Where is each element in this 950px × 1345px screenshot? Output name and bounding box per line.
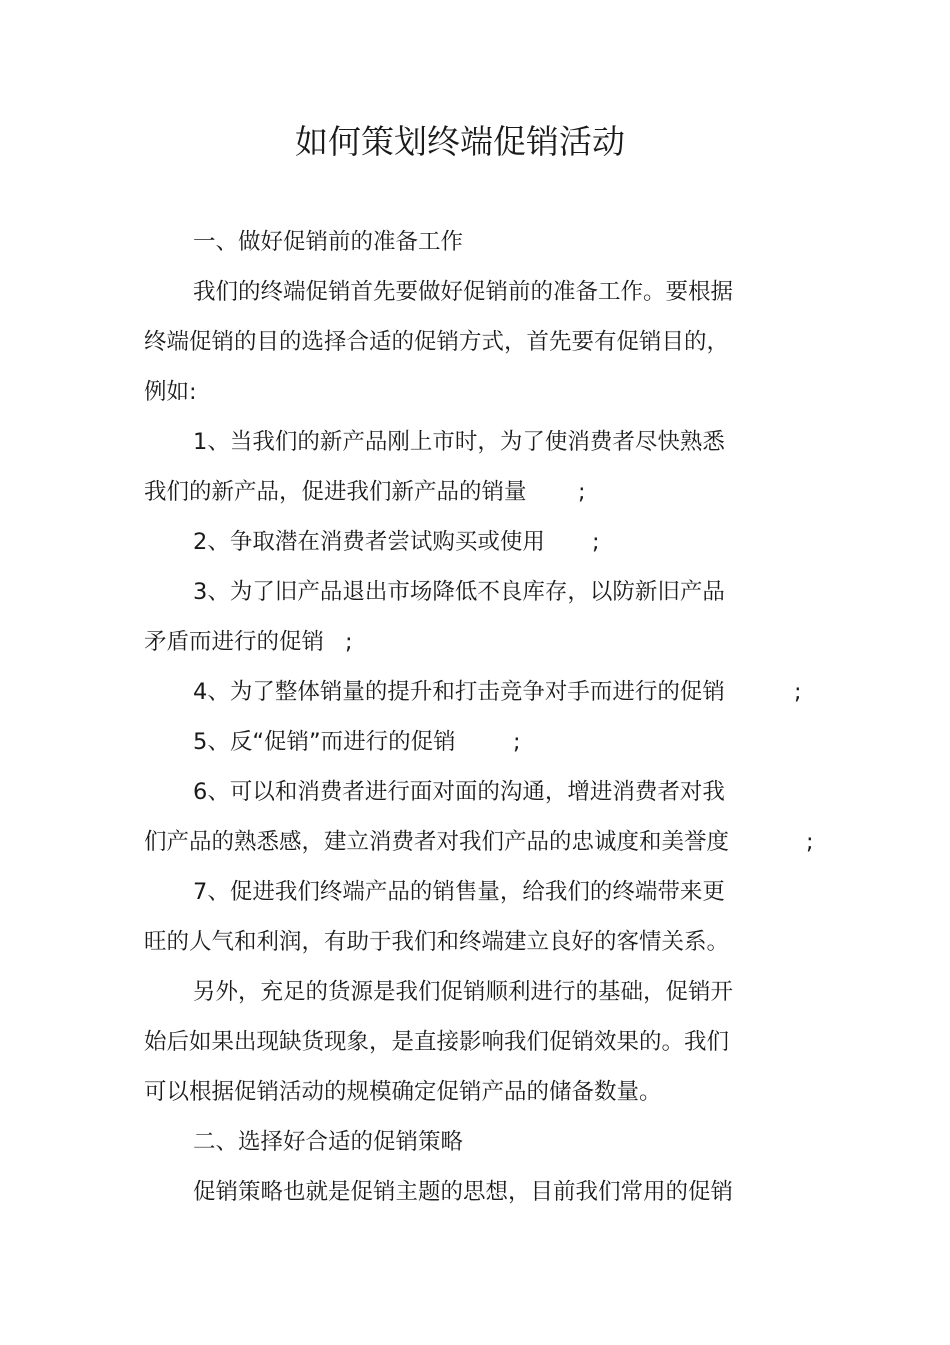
list-item-1-semicolon: ; xyxy=(578,479,586,505)
list-item-1-line-1: 1、当我们的新产品刚上市时，为了使消费者尽快熟悉 xyxy=(193,429,725,455)
list-item-5: 5、反“促销”而进行的促销 xyxy=(193,729,456,755)
paragraph-line: 可以根据促销活动的规模确定促销产品的储备数量。 xyxy=(144,1079,662,1105)
paragraph-line: 促销策略也就是促销主题的思想，目前我们常用的促销 xyxy=(193,1179,734,1205)
list-item-6-line-1: 6、可以和消费者进行面对面的沟通，增进消费者对我 xyxy=(193,779,725,805)
list-item-3-line-2: 矛盾而进行的促销 xyxy=(144,629,325,655)
list-item-7-line-2: 旺的人气和利润，有助于我们和终端建立良好的客情关系。 xyxy=(144,929,730,955)
paragraph-line: 例如: xyxy=(144,379,197,405)
list-item-6-semicolon: ; xyxy=(806,829,814,855)
list-item-6-line-2: 们产品的熟悉感，建立消费者对我们产品的忠诚度和美誉度 xyxy=(144,829,730,855)
list-item-2-semicolon: ; xyxy=(592,529,600,555)
paragraph-line: 我们的终端促销首先要做好促销前的准备工作。要根据 xyxy=(193,279,734,305)
paragraph-line: 另外，充足的货源是我们促销顺利进行的基础，促销开 xyxy=(193,979,734,1005)
list-item-3-line-1: 3、为了旧产品退出市场降低不良库存，以防新旧产品 xyxy=(193,579,725,605)
paragraph-line: 终端促销的目的选择合适的促销方式，首先要有促销目的， xyxy=(144,329,730,355)
document-title: 如何策划终端促销活动 xyxy=(295,122,625,161)
list-item-5-semicolon: ; xyxy=(513,729,521,755)
paragraph-line: 始后如果出现缺货现象，是直接影响我们促销效果的。我们 xyxy=(144,1029,730,1055)
list-item-2: 2、争取潜在消费者尝试购买或使用 xyxy=(193,529,545,555)
section-heading-2: 二、选择好合适的促销策略 xyxy=(193,1129,464,1155)
list-item-1-line-2: 我们的新产品，促进我们新产品的销量 xyxy=(144,479,527,505)
list-item-4: 4、为了整体销量的提升和打击竞争对手而进行的促销 xyxy=(193,679,725,705)
list-item-3-semicolon: ; xyxy=(345,629,353,655)
section-heading-1: 一、做好促销前的准备工作 xyxy=(193,229,464,255)
list-item-7-line-1: 7、促进我们终端产品的销售量，给我们的终端带来更 xyxy=(193,879,725,905)
list-item-4-semicolon: ; xyxy=(794,679,802,705)
